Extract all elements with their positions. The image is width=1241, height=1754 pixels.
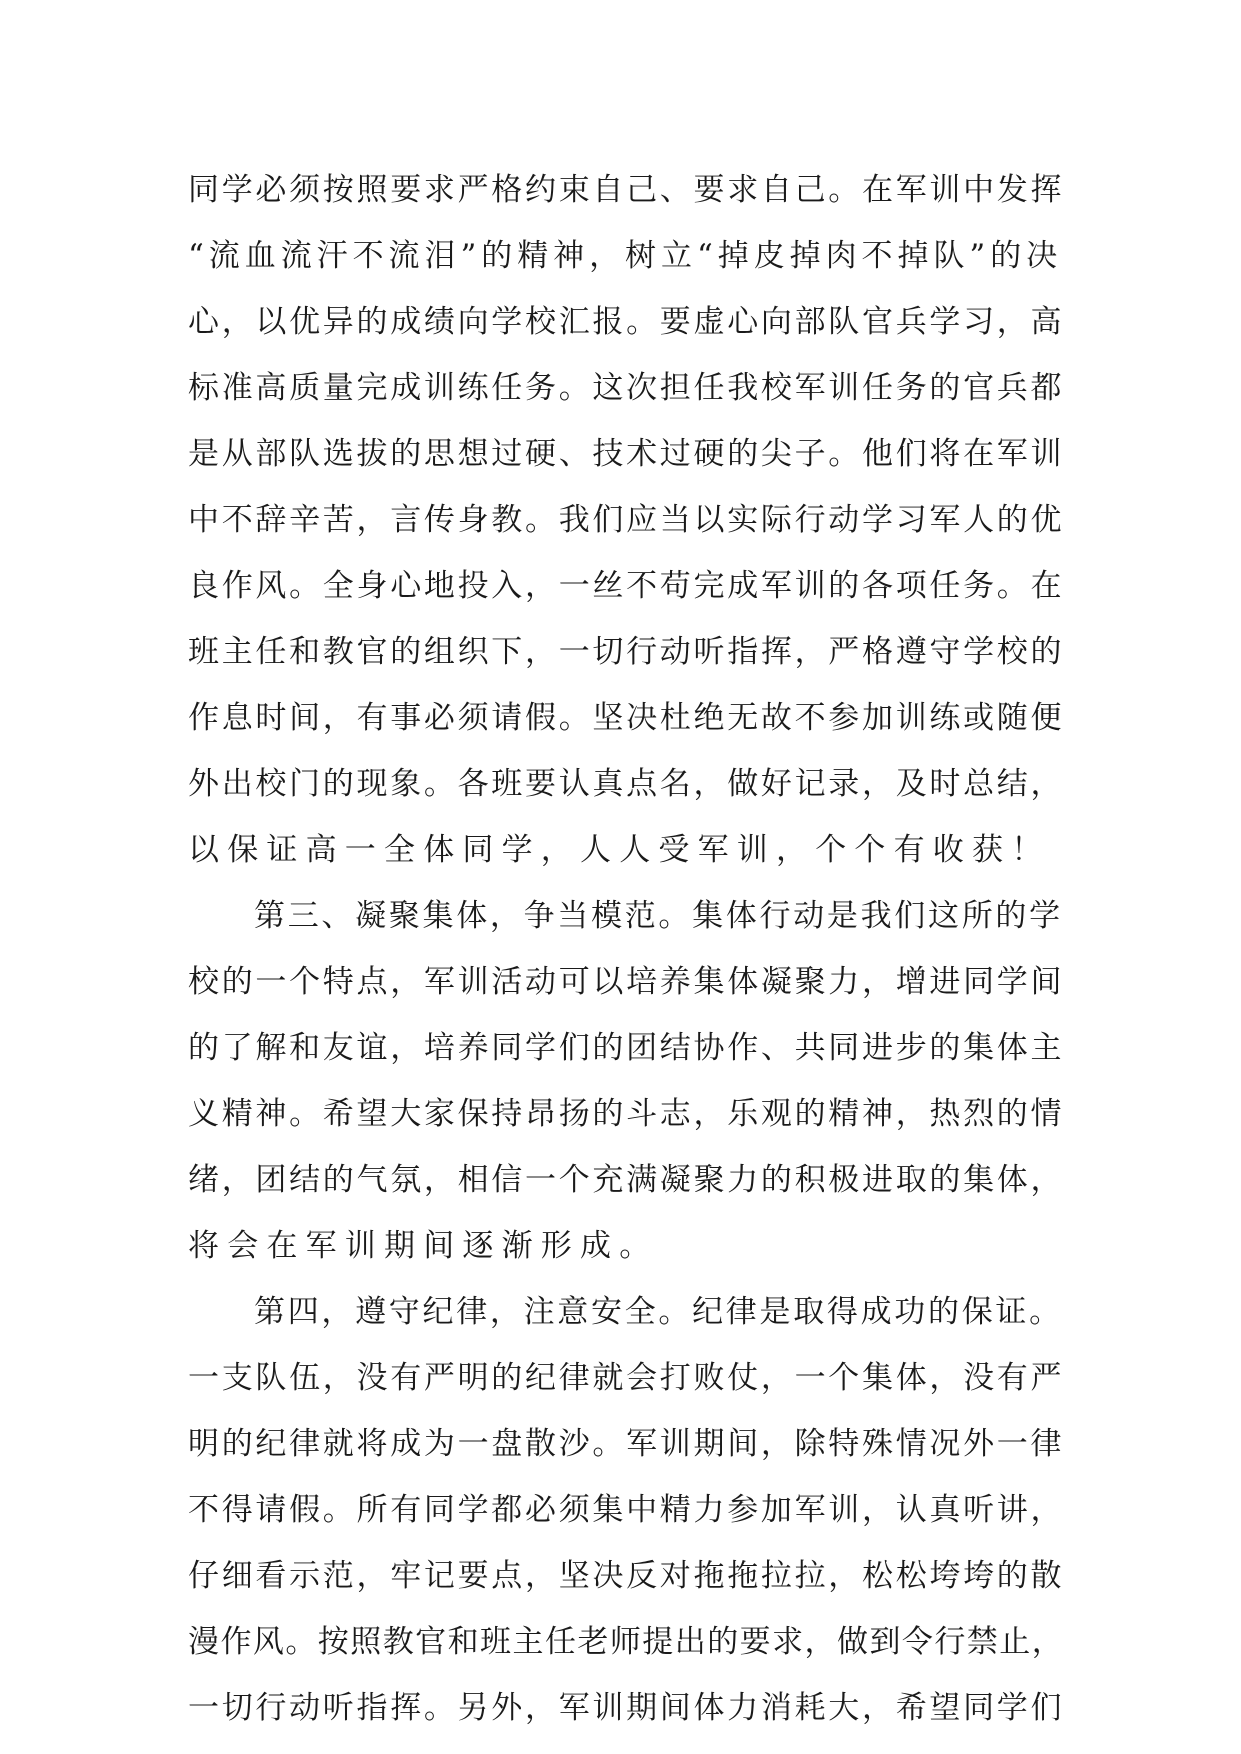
text-line: 良作风。全身心地投入，一丝不苟完成军训的各项任务。在 <box>188 568 1065 604</box>
text-line: 心，以优异的成绩向学校汇报。要虚心向部队官兵学习，高 <box>188 304 1065 340</box>
text-line: 同学必须按照要求严格约束自己、要求自己。在军训中发挥 <box>188 172 1065 208</box>
text-line: 义精神。希望大家保持昂扬的斗志，乐观的精神，热烈的情 <box>188 1096 1065 1132</box>
paragraph-first-line: 第三、凝聚集体，争当模范。集体行动是我们这所的学 <box>254 898 1063 934</box>
text-line: “流血流汗不流泪”的精神，树立“掉皮掉肉不掉队”的决 <box>188 238 1063 274</box>
text-line: 明的纪律就将成为一盘散沙。军训期间，除特殊情况外一律 <box>188 1426 1065 1462</box>
text-line: 班主任和教官的组织下，一切行动听指挥，严格遵守学校的 <box>188 634 1065 670</box>
text-line: 校的一个特点，军训活动可以培养集体凝聚力，增进同学间 <box>188 964 1065 1000</box>
text-line: 一切行动听指挥。另外，军训期间体力消耗大，希望同学们 <box>188 1690 1065 1726</box>
text-line: 将会在军训期间逐渐形成。 <box>188 1228 659 1264</box>
text-line: 作息时间，有事必须请假。坚决杜绝无故不参加训练或随便 <box>188 700 1065 736</box>
text-line: 不得请假。所有同学都必须集中精力参加军训，认真听讲， <box>188 1492 1065 1528</box>
text-line: 漫作风。按照教官和班主任老师提出的要求，做到令行禁止， <box>188 1624 1065 1660</box>
text-line: 仔细看示范，牢记要点，坚决反对拖拖拉拉，松松垮垮的散 <box>188 1558 1065 1594</box>
text-line: 以保证高一全体同学，人人受军训，个个有收获！ <box>188 832 1051 868</box>
text-line: 绪，团结的气氛，相信一个充满凝聚力的积极进取的集体， <box>188 1162 1065 1198</box>
text-line: 标准高质量完成训练任务。这次担任我校军训任务的官兵都 <box>188 370 1065 406</box>
text-line: 的了解和友谊，培养同学们的团结协作、共同进步的集体主 <box>188 1030 1065 1066</box>
document-body <box>188 157 1068 1741</box>
text-line: 中不辞辛苦，言传身教。我们应当以实际行动学习军人的优 <box>188 502 1065 538</box>
text-line: 一支队伍，没有严明的纪律就会打败仗，一个集体，没有严 <box>188 1360 1065 1396</box>
paragraph-first-line: 第四，遵守纪律，注意安全。纪律是取得成功的保证。 <box>254 1294 1063 1330</box>
text-line: 外出校门的现象。各班要认真点名，做好记录，及时总结， <box>188 766 1065 802</box>
text-line: 是从部队选拔的思想过硬、技术过硬的尖子。他们将在军训 <box>188 436 1065 472</box>
